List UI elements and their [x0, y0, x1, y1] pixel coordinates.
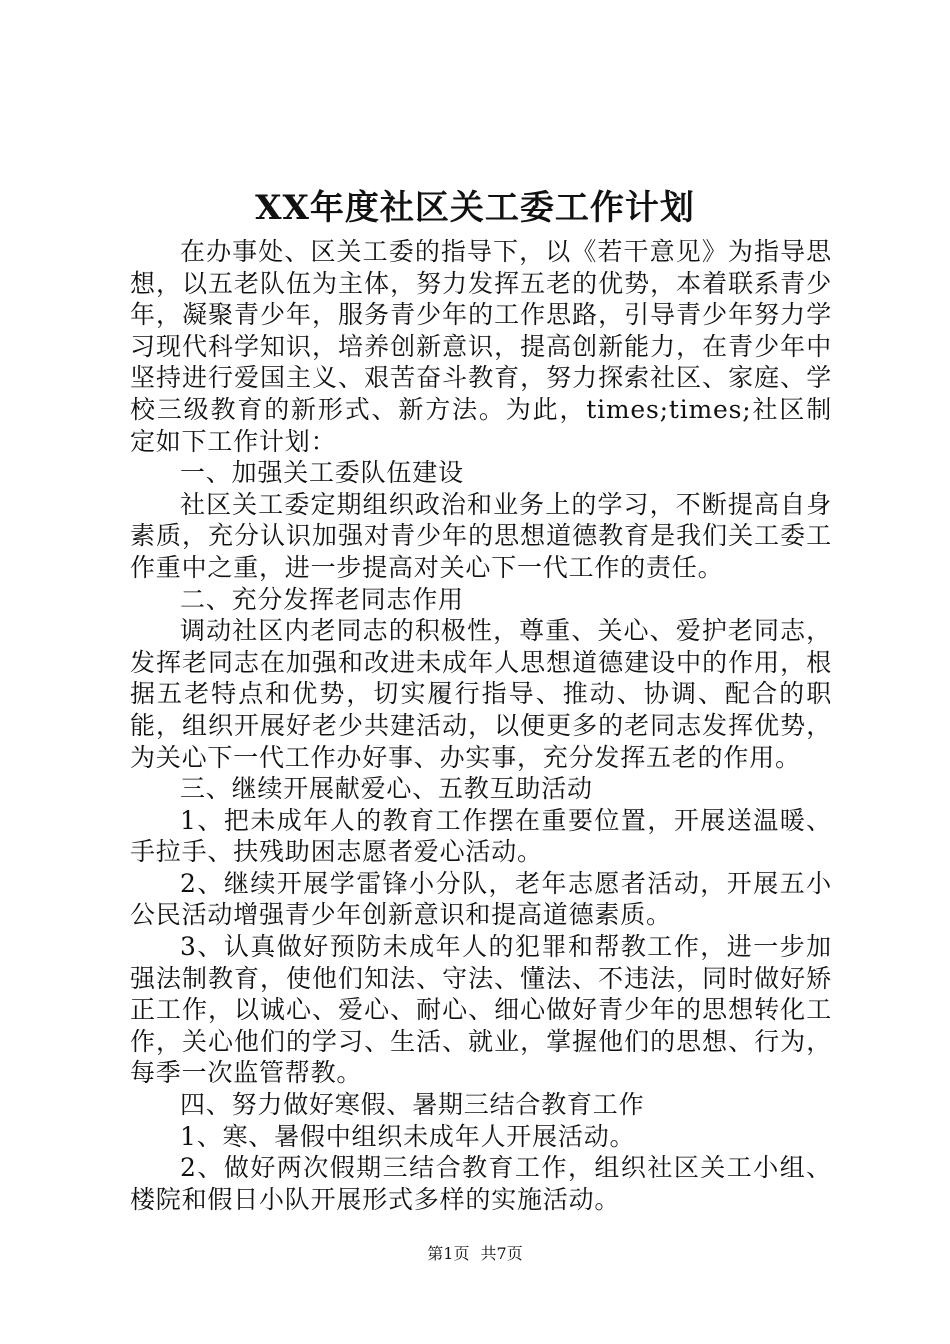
section-4-item-2: 2、做好两次假期三结合教育工作，组织社区关工小组、楼院和假日小队开展形式多样的实施活动。 — [130, 1153, 832, 1214]
section-3-item-3: 3、认真做好预防未成年人的犯罪和帮教工作，进一步加强法制教育，使他们知法、守法、懂法、不违法，同时做好矫正工作，以诚心、爱心、耐心、细心做好青少年的思想转化工作，关心他们的学习、生活、就业，掌握他们的思想、行为，每季一次监管帮教。 — [130, 932, 832, 1088]
section-1-paragraph: 社区关工委定期组织政治和业务上的学习，不断提高自身素质，充分认识加强对青少年的思想道德教育是我们关工委工作重中之重，进一步提高对关心下一代工作的责任。 — [130, 489, 832, 582]
page-number: 第1页 — [427, 1244, 470, 1263]
section-3-item-1: 1、把未成年人的教育工作摆在重要位置，开展送温暖、手拉手、扶残助困志愿者爱心活动。 — [130, 805, 832, 867]
section-3-item-2: 2、继续开展学雷锋小分队，老年志愿者活动，开展五小公民活动增强青少年创新意识和提高道德素质。 — [130, 868, 832, 930]
intro-paragraph: 在办事处、区关工委的指导下，以《若干意见》为指导思想，以五老队伍为主体，努力发挥五老的优势，本着联系青少年，凝聚青少年，服务青少年的工作思路，引导青少年努力学习现代科学知识，培养创新意识，提高创新能力，在青少年中坚持进行爱国主义、艰苦奋斗教育，努力探索社区、家庭、学校三级教育的新形式、新方法。为此，times;times;社区制定如下工作计划： — [130, 237, 832, 456]
section-heading-4: 四、努力做好寒假、暑期三结合教育工作 — [180, 1090, 645, 1120]
section-4-item-1: 1、寒、暑假中组织未成年人开展活动。 — [180, 1121, 636, 1151]
document-body — [130, 236, 832, 1215]
section-heading-2: 二、充分发挥老同志作用 — [180, 584, 464, 614]
section-heading-1: 一、加强关工委队伍建设 — [180, 458, 464, 488]
section-2-paragraph: 调动社区内老同志的积极性，尊重、关心、爱护老同志，发挥老同志在加强和改进未成年人思想道德建设中的作用，根据五老特点和优势，切实履行指导、推动、协调、配合的职能，组织开展好老少共建活动，以便更多的老同志发挥优势，为关心下一代工作办好事、办实事，充分发挥五老的作用。 — [130, 616, 832, 772]
document-title: XX年度社区关工委工作计划 — [255, 188, 695, 228]
page-total: 共7页 — [480, 1244, 523, 1263]
section-heading-3: 三、继续开展献爱心、五教互助活动 — [180, 774, 593, 804]
page-footer — [0, 1243, 950, 1265]
